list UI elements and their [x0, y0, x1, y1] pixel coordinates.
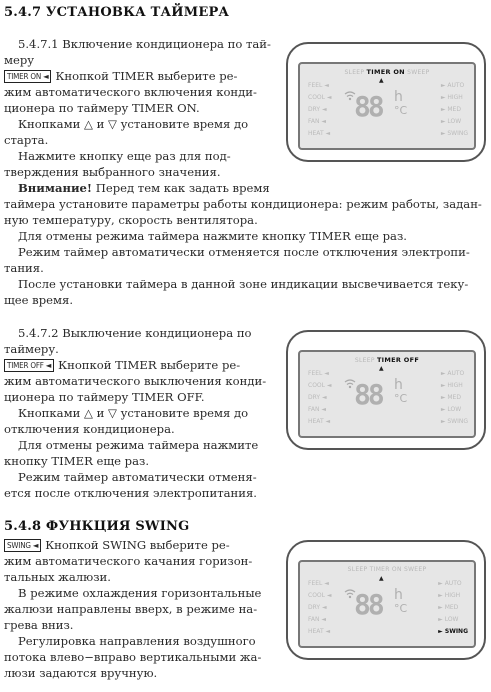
lcd-digits: 88	[354, 588, 382, 621]
lcd-fan-list	[441, 80, 468, 140]
subsection-timer-off: 5.4.7.2 Выключение кондиционера по таймеру. TIMER OFF ◄ Кнопкой TIMER выберите ре- жим автоматического выключения конди- ционера по таймеру TIMER OFF. Кнопками △ и ▽ установите время до отключения кондиционера. Для отмены режима таймера нажмите кнопку TIMER еще раз. Режим таймер автоматически отменя- ется после отключения электропитания.	[4, 326, 267, 500]
lcd-fan-label: ► HIGH	[438, 592, 461, 599]
lcd-top-label: TIMER ON	[366, 68, 405, 76]
section-title-timer: 5.4.7 УСТАНОВКА ТАЙМЕРА	[4, 5, 230, 20]
lcd-fan-list	[441, 368, 468, 428]
remote-display-timer-on	[286, 42, 486, 162]
lcd-fan-list	[438, 578, 468, 638]
lcd-mode-label: DRY ◄	[308, 106, 327, 113]
lcd-unit-celsius: °C	[394, 602, 408, 615]
lcd-unit	[394, 588, 407, 616]
lcd-top-label: SLEEP	[344, 69, 367, 76]
lcd-mode-label: DRY ◄	[308, 604, 327, 611]
lcd-top-label: TIMER OFF	[376, 356, 420, 364]
lcd-mode-label: COOL ◄	[308, 94, 332, 101]
lcd-fan-label: ► SWING	[440, 418, 468, 425]
lcd-mode-list	[308, 80, 332, 140]
lcd-unit	[394, 90, 407, 118]
swing-button-label: SWING ◄	[4, 539, 41, 552]
lcd-top-label: SLEEP	[347, 566, 370, 573]
subsection-timer-on: 5.4.7.1 Включение кондиционера по тай- меру TIMER ON ◄ Кнопкой TIMER выберите ре- жим автоматического включения конди- ционера по таймеру TIMER ON. Кнопками △ и ▽ установите время до старта. Нажмите кнопку еще раз для под- тверждения выбранного значения. Внимание! Перед тем как задать время таймера установите параметры работы кондиционера: режим работы, задан- ную температуру, скорость вентилятора. Для отмены режима таймера нажмите кнопку TIMER еще раз. Режим таймер автоматически отменяется после отключения электропи- тания. После установки таймера в данной зоне индикации высвечивается теку- щее время.	[4, 37, 482, 307]
lcd-mode-label: FEEL ◄	[308, 580, 329, 587]
lcd-unit	[394, 378, 407, 406]
lcd-unit-hours: h	[394, 377, 403, 393]
lcd-mode-label: COOL ◄	[308, 382, 332, 389]
lcd-unit-celsius: °C	[394, 392, 408, 405]
remote-display-timer-off	[286, 330, 486, 450]
lcd-unit-celsius: °C	[394, 104, 408, 117]
lcd-screen	[298, 350, 476, 438]
timer-on-button-label: TIMER ON ◄	[4, 70, 51, 83]
lcd-fan-label: ► AUTO	[440, 82, 465, 89]
lcd-top-label: SLEEP	[354, 357, 377, 364]
lcd-screen	[298, 560, 476, 648]
lcd-screen	[298, 62, 476, 150]
lcd-fan-label: ► LOW	[438, 616, 459, 623]
lcd-mode-list	[308, 368, 332, 428]
lcd-top-label: TIMER ON	[369, 566, 402, 573]
lcd-fan-label: ► AUTO	[440, 370, 465, 377]
lcd-fan-label: ► SWING	[438, 628, 468, 635]
lcd-fan-label: ► MED	[440, 106, 461, 113]
lcd-digits: 88	[354, 378, 382, 411]
triangle-up-icon: ▲	[379, 77, 384, 84]
lcd-fan-label: ► LOW	[440, 118, 462, 125]
triangle-up-icon: ▲	[379, 365, 384, 372]
lcd-mode-label: HEAT ◄	[308, 418, 331, 425]
section-title-swing: 5.4.8 ФУНКЦИЯ SWING	[4, 519, 190, 534]
lcd-fan-label: ► HIGH	[440, 382, 463, 389]
lcd-fan-label: ► HIGH	[440, 94, 463, 101]
lcd-mode-label: FEEL ◄	[308, 82, 329, 89]
lcd-mode-label: FAN ◄	[308, 118, 327, 125]
lcd-mode-label: HEAT ◄	[308, 628, 331, 635]
lcd-fan-label: ► MED	[440, 394, 461, 401]
lcd-unit-hours: h	[394, 89, 403, 105]
timer-off-button-label: TIMER OFF ◄	[4, 359, 54, 372]
lcd-digits: 88	[354, 90, 382, 123]
lcd-fan-label: ► MED	[438, 604, 459, 611]
subsection-swing: SWING ◄ Кнопкой SWING выберите ре- жим автоматического качания горизон- тальных жалюзи. В режиме охлаждения горизонтальные жалюзи направлены вверх, в режиме на- грева вниз. Регулировка направления воздушного потока влево−вправо вертикальными жа- люзи задаются вручную.	[4, 538, 262, 680]
lcd-top-label: SWEEP	[401, 566, 427, 573]
triangle-up-icon: ▲	[379, 575, 384, 582]
lcd-mode-label: DRY ◄	[308, 394, 327, 401]
lcd-fan-label: ► LOW	[440, 406, 462, 413]
lcd-mode-list	[308, 578, 332, 638]
lcd-unit-hours: h	[394, 587, 403, 603]
lcd-top-label: SWEEP	[404, 69, 430, 76]
lcd-mode-label: FEEL ◄	[308, 370, 329, 377]
warning-label: Внимание!	[18, 181, 93, 195]
lcd-fan-label: ► SWING	[440, 130, 468, 137]
lcd-fan-label: ► AUTO	[438, 580, 462, 587]
lcd-top-indicators	[300, 566, 474, 573]
lcd-mode-label: HEAT ◄	[308, 130, 331, 137]
lcd-mode-label: COOL ◄	[308, 592, 332, 599]
lcd-mode-label: FAN ◄	[308, 406, 327, 413]
lcd-top-indicators	[300, 68, 474, 76]
lcd-mode-label: FAN ◄	[308, 616, 327, 623]
remote-display-swing	[286, 540, 486, 660]
lcd-top-indicators	[300, 356, 474, 364]
